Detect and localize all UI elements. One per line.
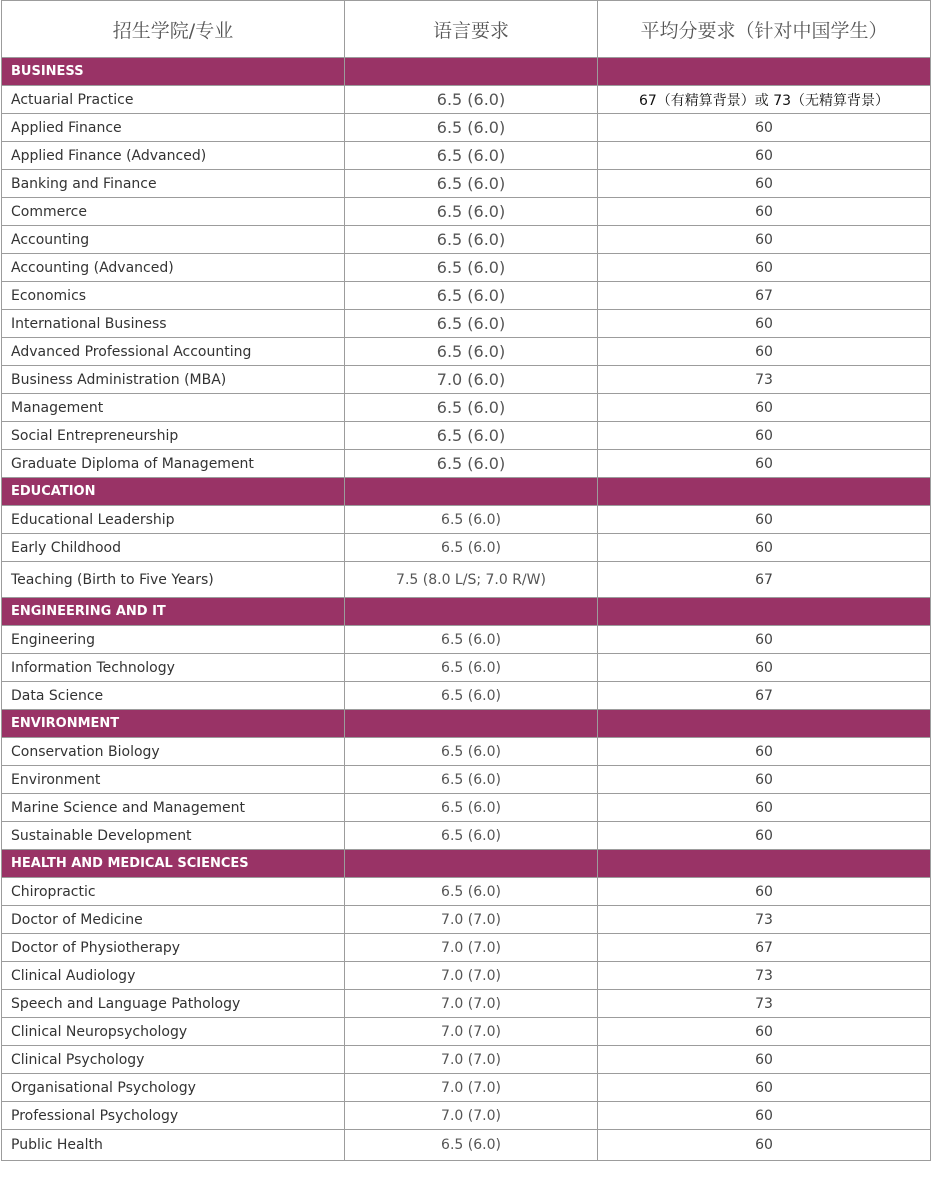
table-row: [2, 450, 931, 478]
table-row: [2, 310, 931, 338]
table-row: [2, 422, 931, 450]
program-name: Doctor of Physiotherapy: [2, 934, 345, 962]
program-name: Business Administration (MBA): [2, 366, 345, 394]
language-requirement: 6.5 (6.0): [345, 142, 598, 170]
table-row: [2, 394, 931, 422]
table-row: [2, 1018, 931, 1046]
section-title: ENGINEERING AND IT: [2, 598, 345, 626]
language-requirement: 6.5 (6.0): [345, 254, 598, 282]
language-requirement: 6.5 (6.0): [345, 226, 598, 254]
section-title: EDUCATION: [2, 478, 345, 506]
language-requirement: 6.5 (6.0): [345, 198, 598, 226]
language-requirement: 7.5 (8.0 L/S; 7.0 R/W): [345, 562, 598, 598]
program-name: Social Entrepreneurship: [2, 422, 345, 450]
gpa-requirement: 60: [598, 654, 931, 682]
table-row: [2, 198, 931, 226]
language-requirement: 6.5 (6.0): [345, 822, 598, 850]
gpa-requirement: 60: [598, 878, 931, 906]
table-row: [2, 534, 931, 562]
language-requirement: 6.5 (6.0): [345, 534, 598, 562]
section-header-row: [2, 710, 931, 738]
table-row: [2, 142, 931, 170]
gpa-requirement: 60: [598, 114, 931, 142]
language-requirement: 6.5 (6.0): [345, 394, 598, 422]
program-name: Doctor of Medicine: [2, 906, 345, 934]
gpa-requirement: 67: [598, 934, 931, 962]
program-name: Professional Psychology: [2, 1102, 345, 1130]
program-name: Clinical Psychology: [2, 1046, 345, 1074]
language-requirement: 7.0 (7.0): [345, 1102, 598, 1130]
table-row: [2, 1130, 931, 1161]
language-requirement: 6.5 (6.0): [345, 310, 598, 338]
program-name: Clinical Audiology: [2, 962, 345, 990]
language-requirement: 6.5 (6.0): [345, 450, 598, 478]
gpa-requirement: 60: [598, 1046, 931, 1074]
admission-requirements-table: [1, 0, 931, 1161]
table-row: [2, 170, 931, 198]
program-name: Clinical Neuropsychology: [2, 1018, 345, 1046]
gpa-requirement: 60: [598, 422, 931, 450]
gpa-requirement: 60: [598, 338, 931, 366]
language-requirement: 6.5 (6.0): [345, 654, 598, 682]
program-name: Engineering: [2, 626, 345, 654]
gpa-requirement: 60: [598, 198, 931, 226]
header-row: [2, 1, 931, 58]
program-name: Actuarial Practice: [2, 86, 345, 114]
gpa-requirement: 60: [598, 254, 931, 282]
language-requirement: 6.5 (6.0): [345, 738, 598, 766]
section-title: HEALTH AND MEDICAL SCIENCES: [2, 850, 345, 878]
program-name: Management: [2, 394, 345, 422]
language-requirement: 6.5 (6.0): [345, 878, 598, 906]
gpa-requirement: 73: [598, 906, 931, 934]
program-name: Graduate Diploma of Management: [2, 450, 345, 478]
section-blank-cell: [598, 478, 931, 506]
table-row: [2, 254, 931, 282]
table-row: [2, 738, 931, 766]
section-title: BUSINESS: [2, 58, 345, 86]
gpa-requirement: 73: [598, 366, 931, 394]
program-name: Advanced Professional Accounting: [2, 338, 345, 366]
gpa-requirement: 60: [598, 226, 931, 254]
gpa-requirement: 67: [598, 682, 931, 710]
table-row: [2, 506, 931, 534]
section-header-row: [2, 598, 931, 626]
language-requirement: 6.5 (6.0): [345, 282, 598, 310]
table-row: [2, 626, 931, 654]
language-requirement: 7.0 (7.0): [345, 1074, 598, 1102]
section-header-row: [2, 478, 931, 506]
language-requirement: 7.0 (7.0): [345, 934, 598, 962]
section-blank-cell: [598, 850, 931, 878]
program-name: Information Technology: [2, 654, 345, 682]
header-language: 语言要求: [345, 1, 598, 58]
gpa-requirement: 60: [598, 310, 931, 338]
program-name: Applied Finance (Advanced): [2, 142, 345, 170]
table-row: [2, 282, 931, 310]
language-requirement: 6.5 (6.0): [345, 766, 598, 794]
table-row: [2, 878, 931, 906]
table-row: [2, 338, 931, 366]
program-name: Banking and Finance: [2, 170, 345, 198]
gpa-requirement: 67: [598, 282, 931, 310]
table-row: [2, 562, 931, 598]
program-name: Speech and Language Pathology: [2, 990, 345, 1018]
table-row: [2, 226, 931, 254]
table-row: [2, 906, 931, 934]
section-header-row: [2, 850, 931, 878]
gpa-requirement: 60: [598, 1018, 931, 1046]
section-blank-cell: [598, 58, 931, 86]
gpa-requirement: 60: [598, 1074, 931, 1102]
program-name: Marine Science and Management: [2, 794, 345, 822]
language-requirement: 6.5 (6.0): [345, 794, 598, 822]
program-name: Applied Finance: [2, 114, 345, 142]
table-row: [2, 934, 931, 962]
program-name: Conservation Biology: [2, 738, 345, 766]
program-name: Economics: [2, 282, 345, 310]
gpa-requirement: 60: [598, 794, 931, 822]
language-requirement: 6.5 (6.0): [345, 506, 598, 534]
program-name: Chiropractic: [2, 878, 345, 906]
table-row: [2, 822, 931, 850]
language-requirement: 6.5 (6.0): [345, 86, 598, 114]
program-name: Early Childhood: [2, 534, 345, 562]
language-requirement: 7.0 (7.0): [345, 1046, 598, 1074]
gpa-requirement: 73: [598, 962, 931, 990]
table-row: [2, 366, 931, 394]
language-requirement: 6.5 (6.0): [345, 114, 598, 142]
table-row: [2, 962, 931, 990]
gpa-requirement: 60: [598, 738, 931, 766]
section-blank-cell: [345, 478, 598, 506]
section-blank-cell: [345, 58, 598, 86]
table-row: [2, 1074, 931, 1102]
table-row: [2, 990, 931, 1018]
gpa-requirement: 60: [598, 766, 931, 794]
header-gpa: 平均分要求（针对中国学生）: [598, 1, 931, 58]
program-name: Sustainable Development: [2, 822, 345, 850]
gpa-requirement: 60: [598, 626, 931, 654]
gpa-requirement: 73: [598, 990, 931, 1018]
gpa-requirement: 60: [598, 822, 931, 850]
language-requirement: 6.5 (6.0): [345, 422, 598, 450]
section-blank-cell: [345, 598, 598, 626]
header-program: 招生学院/专业: [2, 1, 345, 58]
table-row: [2, 654, 931, 682]
gpa-requirement: 67（有精算背景）或 73（无精算背景）: [598, 86, 931, 114]
table-row: [2, 114, 931, 142]
table-body: [2, 58, 931, 1161]
table-row: [2, 1046, 931, 1074]
language-requirement: 7.0 (7.0): [345, 1018, 598, 1046]
language-requirement: 6.5 (6.0): [345, 170, 598, 198]
language-requirement: 7.0 (7.0): [345, 906, 598, 934]
gpa-requirement: 60: [598, 394, 931, 422]
language-requirement: 6.5 (6.0): [345, 682, 598, 710]
program-name: Commerce: [2, 198, 345, 226]
table-row: [2, 1102, 931, 1130]
section-blank-cell: [345, 710, 598, 738]
section-blank-cell: [598, 710, 931, 738]
table-row: [2, 86, 931, 114]
section-blank-cell: [345, 850, 598, 878]
section-header-row: [2, 58, 931, 86]
language-requirement: 6.5 (6.0): [345, 1130, 598, 1161]
program-name: Environment: [2, 766, 345, 794]
language-requirement: 7.0 (7.0): [345, 990, 598, 1018]
program-name: Accounting (Advanced): [2, 254, 345, 282]
section-blank-cell: [598, 598, 931, 626]
gpa-requirement: 60: [598, 506, 931, 534]
gpa-requirement: 60: [598, 1102, 931, 1130]
table-row: [2, 682, 931, 710]
program-name: Teaching (Birth to Five Years): [2, 562, 345, 598]
section-title: ENVIRONMENT: [2, 710, 345, 738]
table-row: [2, 794, 931, 822]
program-name: International Business: [2, 310, 345, 338]
gpa-requirement: 60: [598, 534, 931, 562]
program-name: Public Health: [2, 1130, 345, 1161]
table-row: [2, 766, 931, 794]
language-requirement: 7.0 (7.0): [345, 962, 598, 990]
gpa-requirement: 60: [598, 1130, 931, 1161]
language-requirement: 7.0 (6.0): [345, 366, 598, 394]
gpa-requirement: 67: [598, 562, 931, 598]
language-requirement: 6.5 (6.0): [345, 338, 598, 366]
program-name: Educational Leadership: [2, 506, 345, 534]
program-name: Accounting: [2, 226, 345, 254]
gpa-requirement: 60: [598, 450, 931, 478]
program-name: Organisational Psychology: [2, 1074, 345, 1102]
program-name: Data Science: [2, 682, 345, 710]
language-requirement: 6.5 (6.0): [345, 626, 598, 654]
gpa-requirement: 60: [598, 170, 931, 198]
gpa-requirement: 60: [598, 142, 931, 170]
